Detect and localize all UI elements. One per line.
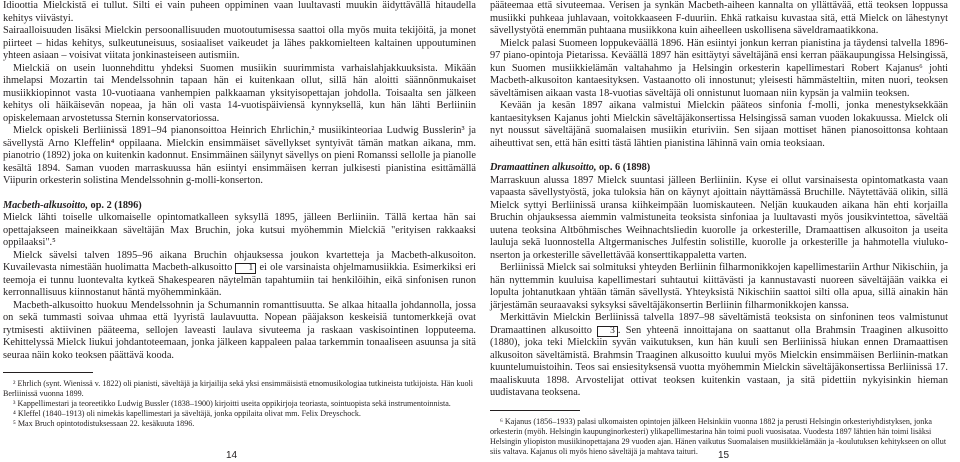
footnote-divider [3, 372, 93, 373]
page-number: 14 [226, 450, 238, 461]
body-paragraph: Kevään ja kesän 1897 aikana valmistui Mielckin pääteos sinfonia f-molli, jonka menestyksekkään kantaesityksen Kajanus johti Mielckin säveltäjäkonsertissa Helsingissä saman vuoden lokakuussa. Mielck oli nyt noussut säveltäjänä suomalaisen musiikin eturiviin. Sen sijaan mottiset hänen pianosoittonsa kohtaan aiheuttivat sen, että hän esitti tästä lähtien pianistina lähinnä vain omia teoksiaan. [490, 100, 948, 149]
body-paragraph [3, 250, 476, 300]
paragraph-text: Merkittävin Mielckin Berliinissä talvella 1897–98 säveltämistä teoksista on sinfoninen teos valmistunut Dramaattinen alkusoitto [490, 312, 948, 336]
body-paragraph: Sairaalloisuuden lisäksi Mielckin persoonallisuuden muotoutumisessa saattoi olla myös muita tekijöitä, ja monet piirteet – hidas kehitys, sulkeutuneisuus, sosiaaliset vaikeudet ja lähes pakkomielteen kaltainen uppoutuminen yhteen asiaan – voisivat viitata jonkinasteiseen autismiin. [3, 25, 476, 61]
body-paragraph: Mielck lähti toiselle ulkomaiselle opintomatkalleen syksyllä 1895, jälleen Berliiniin. Tällä kertaa hän sai opettajakseen maineikkaan säveltäjän Max Bruchin, joka kutsui myöhemmin Mielckiä "erityisen rakkaaksi oppilaaksi".⁵ [3, 212, 476, 248]
footnote: ² Ehrlich (synt. Wienissä v. 1822) oli pianisti, säveltäjä ja kirjailija sekä yksi ensimmäisistä etnomusikologiaa tutkineista tutkijoista. Hän kuoli Berliinissä vuonna 1899. [3, 379, 473, 398]
body-paragraph: Idioottia Mielckistä ei tullut. Silti ei vain puheen oppiminen vaan luultavasti muukin äidyttävällä hitaudella kehitys viivästyi. [3, 0, 476, 24]
body-paragraph: pääteemaa että sivuteemaa. Verisen ja synkän Macbeth-aiheen kannalta on yllättävää, että teoksen loppussa musiikki puhkeaa juhlavaan, voitokkaaseen F-duuriin. Ehkä ratkaisu kuvastaa sitä, että Mielck on lähestynyt sävellystyötä enemmän puhtaana musiikkona kuin aiheelleen uskollisena säveldramaatikkona. [490, 0, 948, 36]
body-paragraph: Mielckiä on usein luonnehdittu yhdeksi Suomen musiikin suurimmista varhaislahjakkuuksista. Mikään ihmelapsi Mozartin tai Mendelssohnin tapaan hän ei kuitenkaan ollut, sillä hän aloitti säännönmukaiset musiikkiopinnot vasta 10-vuotiaana vanhempien palkkaaman yksityisopettajan johdolla. Toisaalta sen jälkeen kehitys oli häikäisevän nopeaa, ja hän oli vasta 14-vuotispäiviensä kynnyksellä, kun hän lähti Berliiniin opiskelemaan arvostetussa Sternin konservatoriossa. [3, 62, 476, 124]
page-number: 15 [718, 450, 730, 461]
left-text-column [3, 0, 476, 429]
body-paragraph [490, 312, 948, 400]
body-paragraph: Berliinissä Mielck sai solmituksi yhteyden Berliinin filharmonikkojen kapellimestariin Arthur Nikischiin, ja hän nyttemmin kuuluisa kapellimestari suhtautui kiittävästi ja kannustavasti nuoreen säveltäjään vaikka ei lopulta johtanutkaan yhtään tämän sävellystä. Yhteyksistä Nikischiin saattoi silti olla apua, sillä ainakin hän järjestämän seuraavaksi syksyksi säveltäjäkonsertin Berliinin filharmonikkojen kanssa. [490, 262, 948, 311]
footnote-divider [490, 410, 580, 411]
section-title: Macbeth-alkusoitto, [3, 199, 88, 211]
music-example-box[interactable]: 1 [235, 263, 256, 274]
section-title: Dramaattinen alkusoitto, [490, 162, 597, 173]
footnote: ⁶ Kajanus (1856–1933) palasi ulkomaisten opintojen jälkeen Helsinkiin vuonna 1882 ja perusti Helsingin orkesteriyhdistyksen, jonka orkesterin (myöh. Helsingin kaupunginorkesteri) ylikapellimestarina hän toimi puoli vuosisataa. Vuodesta 1897 lähtien hän toimi lisäksi Helsingin yliopiston musiikinopettajana 29 vuoden ajan. Hänen vaikutus Suomalaisen musiikkielämään ja -koulutuksen kehitykseen on ollut siis valtava. Kajanus oli myös hieno säveltäjä ja mahtava taituri. [490, 416, 947, 456]
section-opus: op. 6 (1898) [596, 162, 651, 173]
right-page [480, 0, 960, 462]
body-paragraph: Mielck palasi Suomeen loppukeväällä 1896. Hän esiintyi jonkun kerran pianistina ja täydensi talvella 1896-97 piano-opintoja Pietarissa. Keväällä 1897 hän esittäytyi säveltäjänä ensi kerran pääkaupungissa Helsingissä, kun Suomen musiikkielämän valtahahmo ja Helsingin orkesterin kapellimestari Robert Kajanus⁶ johti Macbeth-alkusoiton kantaesityksen. Vastaanotto oli innostunut; yleisesti hämmästeltiin, miten nuori, teoksen säveltämisen aikaan vasta 18-vuotias säveltäjä oli onnistunut luomaan niin kypsän ja valmiin teoksen. [490, 37, 948, 99]
body-paragraph: Macbeth-alkusoitto huokuu Mendelssohnin ja Schumannin romanttisuutta. Se alkaa hitaalla johdannolla, jossa on sekä tummasti soivaa uhmaa että lyyristä laulavuutta. Nopean pääjakson keskeisiä tuntomerkkejä ovat rytmisesti aktiivinen pääteema, sellojen laveasti laulava sivuteema ja raskaan vaskisointinen lopputeema. Kehittelyssä Mielck liukui johdantoteemaan, jonka jälkeen kappaleen palaa tarkemmin tonaaliseen asuunsa ja sitä seuraa näin koko teoksen päättävä kooda. [3, 299, 476, 361]
section-heading [490, 162, 948, 175]
footnote: ³ Kappellimestari ja teoreetikko Ludwig Bussler (1838–1900) kirjoitti useita oppikirjoja teoriasta, sointuopista sekä instrumentoinnista. [13, 399, 451, 408]
body-paragraph: Marraskuun alussa 1897 Mielck suuntasi jälleen Berliiniin. Kyse ei ollut varsinaisesta opintomatkasta vaan vapaasta sävellystyöstä, joka tuloksia hän on käynyt ajoittain näyttämässä Bruchille. Näytettävää olikin, sillä Mielck syttyi Berliinissä uransa kiihkeimpään luomiskauteen. Neljän kuukauden aikana hän ehti korjailla Bruchin ohjauksessa aiemmin valmistuneita teoksista sinfoniaa ja luultavasti myös jousikvintettoa, säveltää uutena teoksina Altböhmisches Weihnachtsliedin kuorolle ja orkesterille, Dramaattisen alkusoiton ja useita lauluja sekä luonnostella Altgermanisches Julfestin solistille, kuorolle ja orkesterille ja hahmotella viulukonserton ja orkesterille sävellettävää konserttikappaletta varten. [490, 174, 948, 261]
paragraph-text: . Sen yhteenä innoittajana on saattanut olla Brahmsin Traaginen alkusoitto (1880), joka teki Mielckiin syvän vaikutuksen, kun hän kuuli sen Berliinissä hiukan ennen Dramaattisen alkusoiton säveltämistä. Brahmsin Traaginen alkusoitto kuului myös Mielckin ensimmäisen Berliinin-matkan kuuntelumuistoihin. Teos sai ensiesityksensä vuotta myöhemmin Mielckin säveltäjäkonsertissa Berliinissä 17. maaliskuuta 1898. Arvostelijat ottivat teoksen kuitenkin vastaan, ja sitä pidettiin nykyisinkin hieman uudistavana teoksena. [490, 324, 948, 398]
section-opus: op. 2 (1896) [87, 199, 142, 211]
music-example-box[interactable]: 3 [597, 326, 618, 337]
right-text-column [490, 0, 948, 457]
body-paragraph: Mielck opiskeli Berliinissä 1891–94 pianonsoittoa Heinrich Ehrlichin,² musiikinteoriaa Ludwig Busslerin³ ja sävellystä Arno Kleffelin⁴ oppilaana. Mielckin ensimmäiset sävellykset syntyivät tämän matkan aikana, mm. pianotrio (1892) joka on kuitenkin kadonnut. Ensimmäinen säilynyt sävellys on pieni Romanssi sellolle ja pianolle kesältä 1894. Saman vuoden marraskuussa hän esiintyi ensimmäisen kerran julkisesti pianistina esittämällä Viipurin orkesterin solistina Mendelssohnin g-molli-konserton. [3, 125, 476, 186]
footnote: ⁴ Kleffel (1840–1913) oli nimekäs kapellimestari ja säveltäjä, jonka oppilaita olivat mm. Felix Dreyschock. [13, 409, 361, 418]
paragraph-text: ei ole varsinaista ohjelmamusiikkia. Esimerkiksi eri teemoja ei tunnu luontevalta kytkeä Shakespearen näytelmän tapahtumiin tai henkilöihin, eikä sinfonisen runon kerronnallisuus kiinnostanut häntä myöhemminkään. [3, 262, 476, 298]
footnote: ⁵ Max Bruch opintotodistuksessaan 22. kesäkuuta 1896. [13, 419, 195, 428]
section-heading [3, 200, 476, 213]
paragraph-text: Mielck sävelsi talven 1895–96 aikana Bruchin ohjauksessa joukon kvartetteja ja Macbeth-alkusoiton. Kuvailevasta nimestään huolimatta Macbeth-alkusoitto [3, 249, 476, 273]
